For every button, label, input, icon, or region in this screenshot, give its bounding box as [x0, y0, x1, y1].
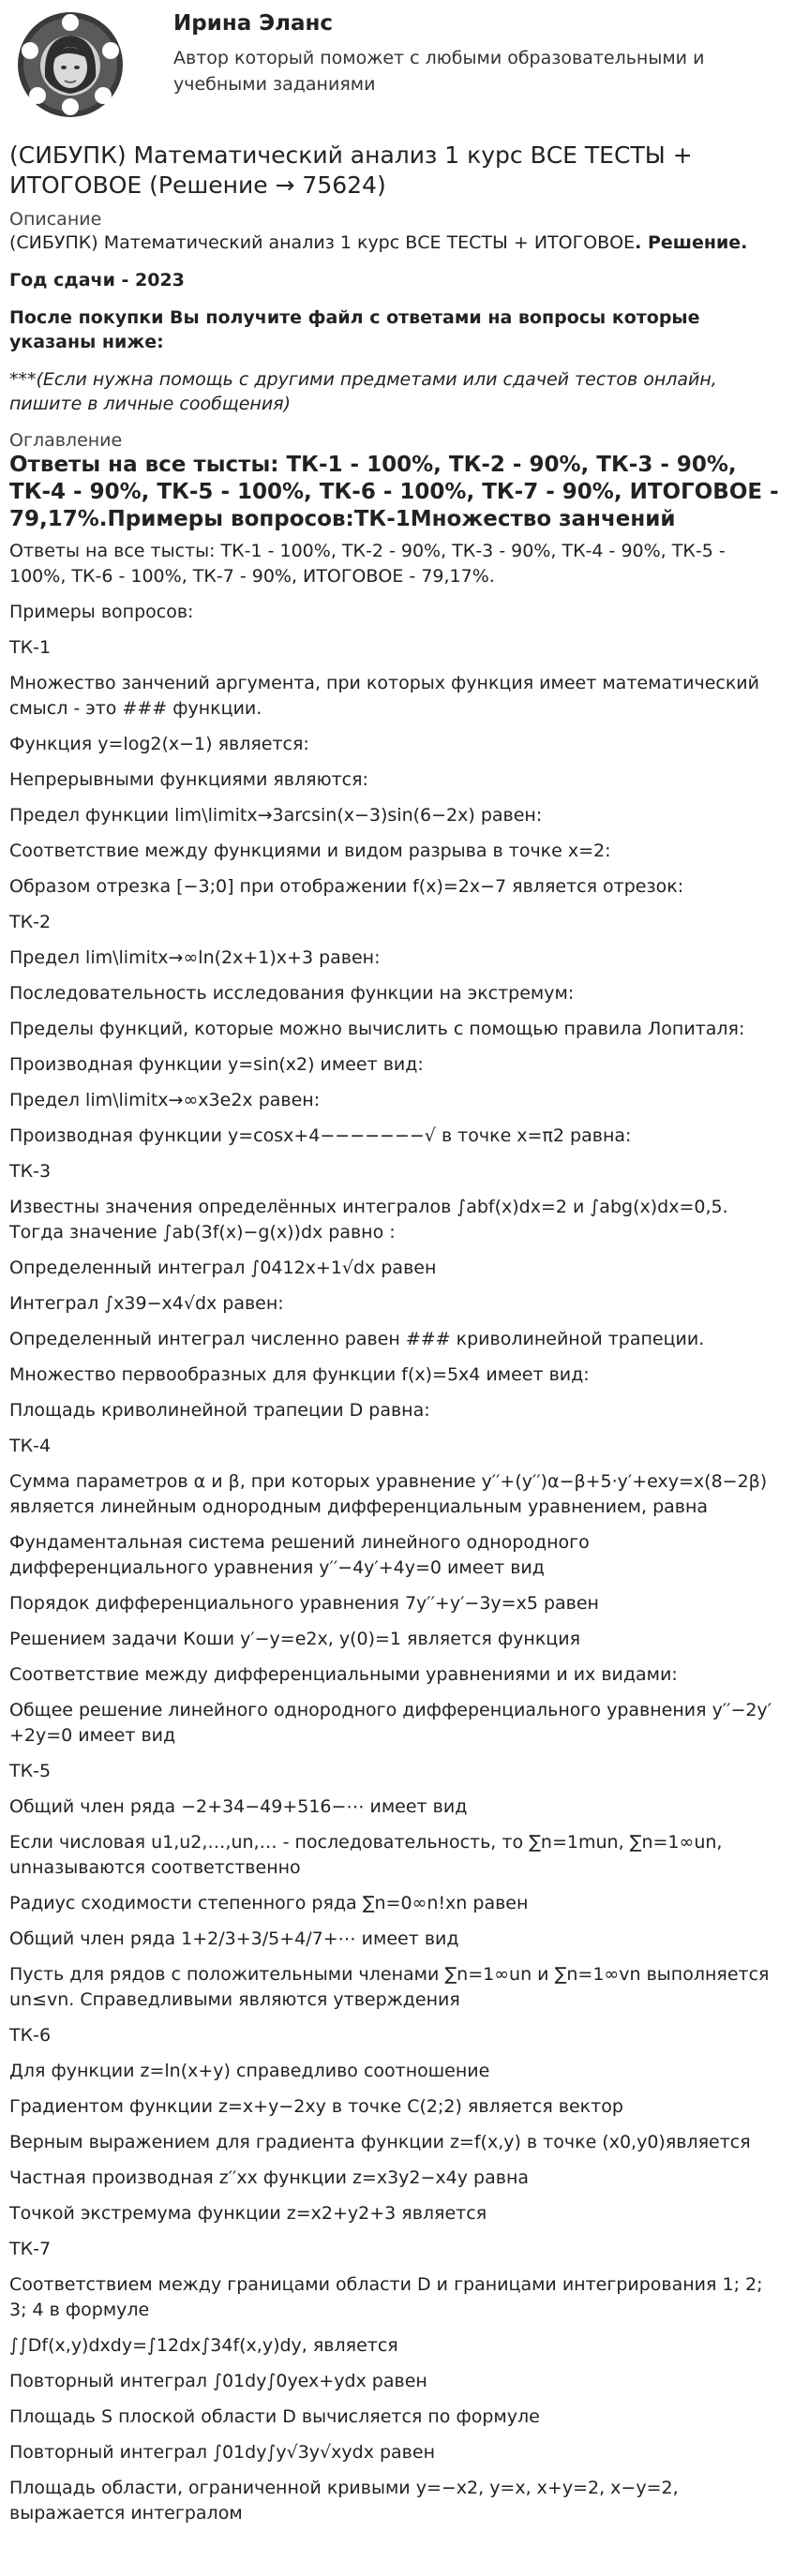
- list-item: Соответствием между границами области D и границами интегрирования 1; 2; 3; 4 в формуле: [9, 2274, 763, 2320]
- product-content: [0, 141, 794, 2526]
- list-item: Известны значения определённых интегралов ∫abf(x)dx=2 и ∫abg(x)dx=0,5. Тогда значение ∫ab(3f(x)−g(x))dx равно :: [9, 1197, 728, 1243]
- list-item: Площадь криволинейной трапеции D равна:: [9, 1400, 430, 1421]
- list-item: Общий член ряда 1+2/3+3/5+4/7+⋯ имеет вид: [9, 1928, 459, 1949]
- year-line: Год сдачи - 2023: [9, 270, 185, 290]
- list-item: Множество занчений аргумента, при которых функция имеет математический смысл - это ### функции.: [9, 673, 760, 719]
- list-item: Пусть для рядов с положительными членами ∑n=1∞un и ∑n=1∞vn выполняется un≤vn. Справедливыми являются утверждения: [9, 1964, 770, 2010]
- list-item: Последовательность исследования функции на экстремум:: [9, 983, 575, 1004]
- list-item: Повторный интеграл ∫01dy∫0yex+ydx равен: [9, 2371, 427, 2391]
- list-item: Общий член ряда −2+34−49+516−⋯ имеет вид: [9, 1796, 468, 1817]
- list-item: Образом отрезка [−3;0] при отображении f(x)=2x−7 является отрезок:: [9, 876, 684, 897]
- list-item: Множество первообразных для функции f(x)=5x4 имеет вид:: [9, 1364, 590, 1385]
- list-item: ∫∫Df(x,y)dxdy=∫12dx∫34f(x,y)dy, является: [9, 2335, 398, 2356]
- list-item: Частная производная z′′xx функции z=x3y2−x4y равна: [9, 2167, 530, 2188]
- after-purchase-note: После покупки Вы получите файл с ответами на вопросы которые указаны ниже:: [9, 307, 700, 352]
- toc-label: Оглавление: [9, 430, 123, 451]
- help-note: ***(Если нужна помощь с другими предметами или сдачей тестов онлайн, пишите в личные сообщения): [9, 369, 717, 414]
- list-item: Предел lim\limitx→∞x3e2x равен:: [9, 1090, 321, 1110]
- list-item: Интеграл ∫x39−x4√dx равен:: [9, 1293, 284, 1314]
- list-item: ТК-4: [9, 1436, 52, 1456]
- list-item: Определенный интеграл ∫0412x+1√dx равен: [9, 1258, 437, 1278]
- author-description: Автор который поможет с любыми образовательными и учебными заданиями: [173, 48, 705, 95]
- list-item: Решением задачи Коши y′−y=e2x, y(0)=1 является функция: [9, 1629, 581, 1649]
- description-bold: . Решение.: [635, 232, 748, 253]
- list-item: Пределы функций, которые можно вычислить с помощью правила Лопиталя:: [9, 1019, 745, 1039]
- toc-heading: Ответы на все тысты: ТК-1 - 100%, ТК-2 - 90%, ТК-3 - 90%, ТК-4 - 90%, ТК-5 - 100%, ТК-6 - 100%, ТК-7 - 90%, ИТОГОВОЕ - 79,17%.Примеры вопросов:ТК-1Множество занчений: [9, 453, 779, 531]
- author-avatar[interactable]: [7, 9, 134, 120]
- list-item: Производная функции y=sin(x2) имеет вид:: [9, 1054, 424, 1075]
- list-item: ТК-7: [9, 2239, 52, 2259]
- list-item: Сумма параметров α и β, при которых уравнение y′′+(y′′)α−β+5⋅y′+exy=x(8−2β) является линейным однородным дифференциальным уравнением, равна: [9, 1471, 768, 1517]
- list-item: Производная функции y=cosx+4−−−−−−−√ в точке x=π2 равна:: [9, 1125, 632, 1146]
- list-item: Предел функции lim\limitx→3arcsin(x−3)sin(6−2x) равен:: [9, 805, 543, 826]
- author-header: [0, 0, 794, 141]
- list-item: ТК-5: [9, 1761, 52, 1781]
- list-item: ТК-3: [9, 1161, 52, 1182]
- list-item: Порядок дифференциального уравнения 7y′′+y′−3y=x5 равен: [9, 1593, 599, 1614]
- list-item: Радиус сходимости степенного ряда ∑n=0∞n!xn равен: [9, 1893, 529, 1913]
- list-item: ТК-6: [9, 2025, 52, 2046]
- questions-list: [9, 539, 785, 2526]
- list-item: Площадь области, ограниченной кривыми y=−x2, y=x, x+y=2, x−y=2, выражается интегралом: [9, 2478, 679, 2524]
- list-item: Повторный интеграл ∫01dy∫y√3y√xydx равен: [9, 2442, 435, 2463]
- product-title: (СИБУПК) Математический анализ 1 курс ВСЕ ТЕСТЫ + ИТОГОВОЕ (Решение → 75624): [9, 141, 693, 199]
- list-item: Предел lim\limitx→∞ln(2x+1)x+3 равен:: [9, 947, 381, 968]
- list-item: Фундаментальная система решений линейного однородного дифференциального уравнения y′′−4y′+4y=0 имеет вид: [9, 1532, 590, 1578]
- list-item: Соответствие между функциями и видом разрыва в точке x=2:: [9, 841, 611, 861]
- list-item: ТК-2: [9, 912, 52, 932]
- list-item: Для функции z=ln(x+y) справедливо соотношение: [9, 2061, 490, 2081]
- list-item: Примеры вопросов:: [9, 602, 194, 622]
- list-item: Общее решение линейного однородного дифференциального уравнения y′′−2y′+2y=0 имеет вид: [9, 1700, 772, 1746]
- description-main: (СИБУПК) Математический анализ 1 курс ВСЕ ТЕСТЫ + ИТОГОВОЕ: [9, 232, 636, 253]
- list-item: Непрерывными функциями являются:: [9, 769, 368, 790]
- list-item: Определенный интеграл численно равен ### криволинейной трапеции.: [9, 1329, 705, 1349]
- list-item: Площадь S плоской области D вычисляется по формуле: [9, 2406, 540, 2427]
- list-item: Функция y=log2(x−1) является:: [9, 734, 309, 754]
- list-item: Градиентом функции z=x+y−2xy в точке C(2;2) является вектор: [9, 2096, 623, 2117]
- description-label: Описание: [9, 209, 102, 230]
- list-item: Точкой экстремума функции z=x2+y2+3 является: [9, 2203, 487, 2224]
- list-item: Ответы на все тысты: ТК-1 - 100%, ТК-2 - 90%, ТК-3 - 90%, ТК-4 - 90%, ТК-5 - 100%, ТК-6 - 100%, ТК-7 - 90%, ИТОГОВОЕ - 79,17%.: [9, 541, 726, 587]
- list-item: ТК-1: [9, 637, 52, 658]
- list-item: Верным выражением для градиента функции z=f(x,y) в точке (x0,y0)является: [9, 2132, 751, 2152]
- author-name[interactable]: Ирина Эланс: [173, 11, 334, 36]
- description-text: [9, 231, 785, 255]
- list-item: Соответствие между дифференциальными уравнениями и их видами:: [9, 1664, 678, 1685]
- list-item: Если числовая u1,u2,…,un,… - последовательность, то ∑n=1mun, ∑n=1∞un, unназываются соответственно: [9, 1832, 723, 1878]
